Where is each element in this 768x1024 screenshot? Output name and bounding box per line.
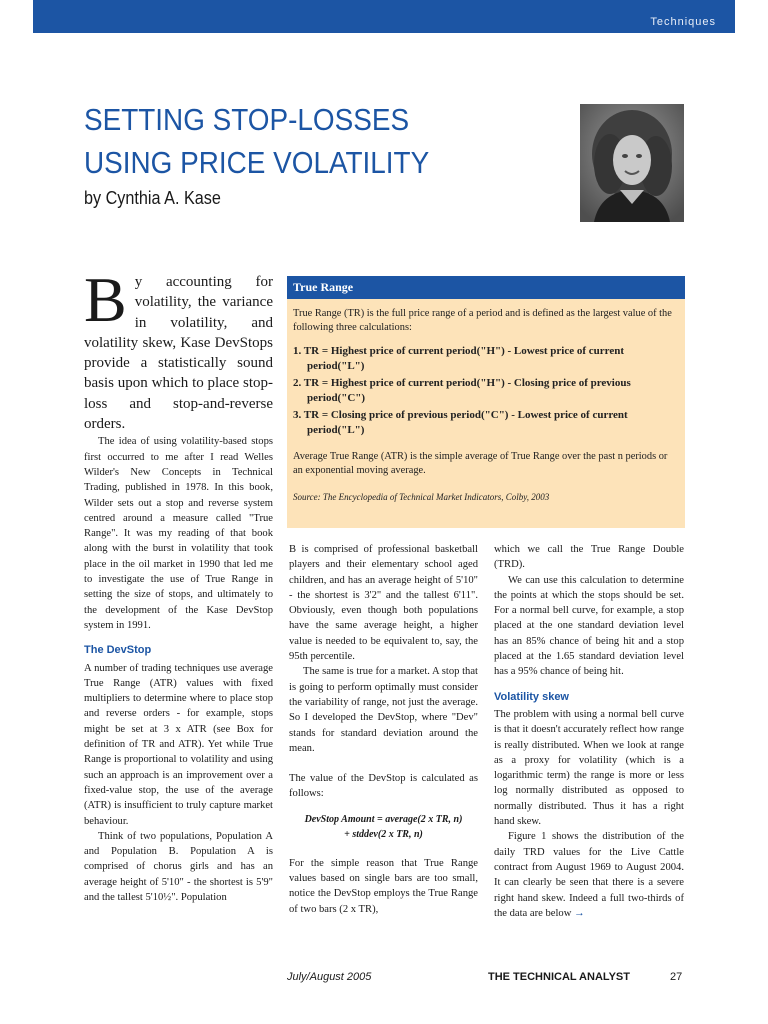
byline: by Cynthia A. Kase: [84, 188, 221, 208]
list-item: 3. TR = Closing price of previous period("C") - Lowest price of current period("L"): [293, 409, 628, 436]
page-number: 27: [670, 971, 683, 983]
paragraph: The problem with using a normal bell curve is that it doesn't accurately reflect how range is really distributed. When we look at range as a proxy for volatility (which is a logarithmic term) the range is more or less log normally distributed as opposed to normally distributed. Thus it has a right hand skew.: [494, 708, 684, 828]
title-line-2: USING PRICE VOLATILITY: [84, 145, 430, 180]
title-line-1: SETTING STOP-LOSSES: [84, 102, 410, 137]
lead-paragraph: [84, 264, 273, 434]
paragraph: The value of the DevStop is calculated as follows:: [289, 773, 478, 800]
header-bar: [33, 0, 735, 33]
paragraph: The same is true for a market. A stop that is going to perform optimally must consider the variability of range, not just the average. So I developed the DevStop, where "Dev" stands for standard deviation around the mean.: [289, 666, 478, 754]
paragraph: Think of two populations, Population A and Population B. Population A is comprised of chorus girls and has an average height of 5'10" - the shortest is 5'9" and the tallest 5'10½". Population: [84, 830, 273, 903]
column-1: [84, 264, 273, 905]
box-body: [287, 299, 685, 505]
paragraph: For the simple reason that True Range values based on single bars are too small, notice the DevStop employs the True Range of two bars (2 x TR),: [289, 857, 478, 915]
formula-line-1: DevStop Amount = average(2 x TR, n): [304, 813, 463, 825]
paragraph: [494, 829, 684, 921]
list-item: 2. TR = Highest price of current period("H") - Closing price of previous period("C"): [293, 377, 631, 404]
subhead-volatility-skew: Volatility skew: [494, 690, 569, 703]
section-tag: Techniques: [650, 16, 716, 28]
formula-line-2: + stddev(2 x TR, n): [344, 828, 423, 840]
continue-arrow-icon: →: [574, 907, 585, 919]
author-photo: [580, 104, 684, 222]
column-2: [289, 542, 478, 917]
lead-text: y accounting for volatility, the variance in volatility, and volatility skew, Kase DevStops provide a statistically sound basis upon which to place stop-loss and stop-and-reverse orders.: [84, 274, 273, 433]
box-list: [293, 344, 679, 438]
paragraph: We can use this calculation to determine the points at which the stops should be set. For a normal bell curve, for example, a stop placed at the one standard deviation level has an 85% chance of being hit and a stop placed at the 1.65 standard deviation level has a 95% chance of being hit.: [494, 574, 684, 678]
subhead-devstop: The DevStop: [84, 644, 152, 657]
paragraph: which we call the True Range Double (TRD).: [494, 544, 684, 571]
box-atr-definition: Average True Range (ATR) is the simple average of True Range over the past n periods or an exponential moving average.: [293, 451, 668, 476]
drop-cap: B: [84, 264, 127, 335]
true-range-box: [287, 276, 685, 528]
box-title: True Range: [287, 276, 685, 299]
list-item: 1. TR = Highest price of current period("H") - Lowest price of current period("L"): [293, 345, 625, 372]
footer-date: July/August 2005: [287, 971, 372, 983]
portrait-image: [580, 104, 684, 222]
paragraph: The idea of using volatility-based stops first occurred to me after I read Welles Wilder's New Concepts in Technical Trading, published in 1978. In this book, Wilder sets out a stop and reverse system centred around a measure called "True Range". It was my reading of that book along with the burst in volatility that took place in the oil market in 1990 that led me to investigate the use of True Range in setting the size of stops, and ultimately to the development of the Kase DevStop system in 1991.: [84, 436, 273, 631]
paragraph: B is comprised of professional basketball players and their elementary school aged children, and has an average height of 5'10" - the shortest is 3'2" and the tallest 6'11". Obviously, even though both populations have the same average height, a higher value is needed to be equivalent to, say, the 95th percentile.: [289, 544, 478, 663]
paragraph-text: Figure 1 shows the distribution of the daily TRD values for the Live Cattle contract from August 1969 to August 2004. It can clearly be seen that there is a severe right hand skew. Indeed a full two-thirds of the data are below: [494, 831, 684, 919]
devstop-formula: [289, 812, 478, 842]
footer-magazine: THE TECHNICAL ANALYST: [488, 971, 630, 983]
column-3: [494, 542, 684, 921]
box-source: Source: The Encyclopedia of Technical Market Indicators, Colby, 2003: [293, 492, 550, 502]
box-intro: True Range (TR) is the full price range of a period and is defined as the largest value of the following three calculations:: [293, 308, 672, 333]
article-title: [84, 98, 507, 184]
paragraph: A number of trading techniques use average True Range (ATR) values with fixed multipliers to determine where to place stop and reverse orders - for example, stops might be set at 3 x ATR (see Box for definition of TR and ATR). Yet while True Range is proportional to volatility and using such an approach is an improvement over a fixed-value stop, the use of the average (ATR) is insufficient to truly capture market behaviour.: [84, 662, 273, 827]
